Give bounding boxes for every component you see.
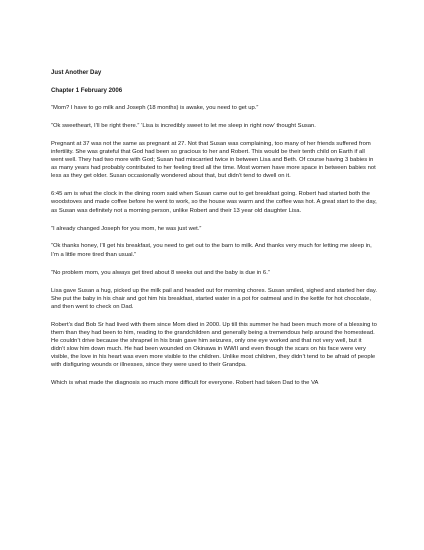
paragraph-6: “Ok thanks honey, I’ll get his breakfast, you need to get out to the barn to milk. And thanks very much for letting me sleep in, I’m a little more tired than usual.” [51,243,372,258]
paragraph-3: Pregnant at 37 was not the same as pregnant at 27. Not that Susan was complaining, too many of her friends suffered from infertility. She was grateful that God had been so gracious to her and Robert. This would be their tenth child on Earth if all went well. They had two more with God; Susan had miscarried twice in between Lisa and Beth. Of course having 3 babies in as many years had probably contributed to her feeling tired all the time. Most women have more space in between babies not less as they get older. Susan occasionally wondered about that, but didn’t tend to dwell on it. [51,140,376,180]
paragraph-7: “No problem mom, you always get tired about 8 weeks out and the baby is due in 6.” [51,269,270,276]
paragraph-9: Robert’s dad Bob Sr had lived with them since Mom died in 2000. Up till this summer he had been much more of a blessing to them than they had been to him, reading to the grandchildren and generally being a tremendous help around the homestead. He couldn’t drive because the shrapnel in his brain gave him seizures, only one eye worked and that not very well, but it didn’t slow him down much. He had been wounded on Okinawa in WWII and even though the scars on his face were very visible, the love in his heart was even more visible to the children. Unlike most children, they didn’t tend to be afraid of people with disfiguring wounds or illnesses, since they were used to their Grandpa. [51,321,377,369]
document-title: Just Another Day [51,69,102,76]
paragraph-4: 6:45 am is what the clock in the dining room said when Susan came out to get breakfast going. Robert had started both the woodstoves and made coffee before he went to work, so the house was warm and the coffee was hot. A great start to the day, as Susan was definitely not a morning person, unlike Robert and their 13 year old daughter Lisa. [51,191,377,214]
paragraph-10: Which is what made the diagnosis so much more difficult for everyone. Robert had taken Dad to the VA [51,380,319,387]
chapter-heading: Chapter 1 February 2006 [51,86,123,94]
paragraph-5: “I already changed Joseph for you mom, he was just wet.” [51,225,202,232]
paragraph-8: Lisa gave Susan a hug, picked up the milk pail and headed out for morning chores. Susan smiled, sighed and started her day. She put the baby in his chair and got him his breakfast, started water in a pot for oatmeal and in the kettle for hot chocolate, and then went to check on Dad. [51,287,377,310]
document-body [51,69,377,397]
paragraph-1: “Mom? I have to go milk and Joseph (18 months) is awake, you need to get up.” [51,105,259,111]
paragraph-2: “Ok sweetheart, I’ll be right there.” ‘Lisa is incredibly sweet to let me sleep in right now’ thought Susan. [51,122,316,129]
